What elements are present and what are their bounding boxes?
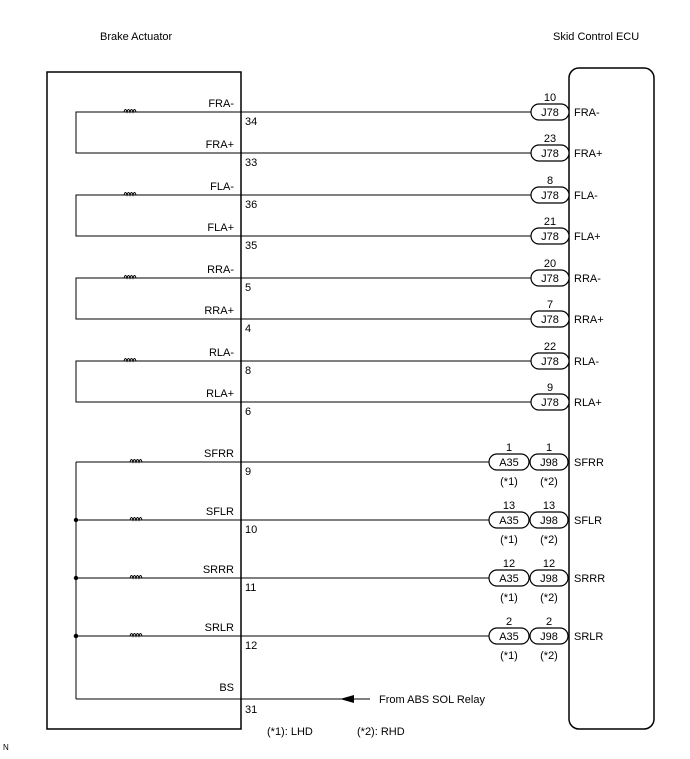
ecu-pin-plus: 9 bbox=[546, 382, 554, 394]
ecu-pin-minus: 22 bbox=[543, 341, 557, 353]
solenoid-circuit bbox=[76, 258, 604, 335]
lhd-pin-number: 2 bbox=[505, 616, 513, 628]
connector-j78 bbox=[531, 187, 569, 203]
connector-a35-label: A35 bbox=[499, 573, 519, 585]
terminal-label: SRRR bbox=[202, 564, 234, 576]
connector-a35 bbox=[489, 570, 529, 586]
ecu-terminal-minus: FRA- bbox=[574, 107, 600, 119]
rhd-pin-number: 1 bbox=[545, 442, 553, 454]
connector-j98-label: J98 bbox=[540, 457, 558, 469]
ecu-pin-plus: 21 bbox=[543, 216, 557, 228]
connector-j78-label: J78 bbox=[541, 314, 559, 326]
ecu-terminal-minus: RLA- bbox=[574, 356, 600, 368]
s-circuit bbox=[74, 558, 605, 604]
arrow-left-icon bbox=[340, 695, 354, 703]
ecu-terminal-plus: RLA+ bbox=[574, 397, 602, 409]
connector-j78 bbox=[531, 311, 569, 327]
solenoid-circuit bbox=[76, 341, 602, 418]
connector-j78-label: J78 bbox=[541, 231, 559, 243]
connector-a35 bbox=[489, 454, 529, 470]
rhd-pin-number: 2 bbox=[545, 616, 553, 628]
s-circuit bbox=[74, 500, 602, 546]
ecu-pin-plus: 23 bbox=[543, 133, 557, 145]
connector-j78-label: J78 bbox=[541, 107, 559, 119]
legend-rhd: (*2): RHD bbox=[357, 726, 405, 738]
rhd-note: (*2) bbox=[540, 476, 558, 488]
connector-j78 bbox=[531, 228, 569, 244]
actuator-pin-plus: 33 bbox=[245, 157, 258, 169]
bs-actuator-pin: 31 bbox=[245, 704, 258, 716]
corner-mark: N bbox=[3, 743, 9, 752]
rhd-note: (*2) bbox=[540, 592, 558, 604]
bs-circuit bbox=[74, 634, 486, 716]
s-circuit bbox=[76, 442, 604, 488]
lhd-pin-number: 12 bbox=[502, 558, 516, 570]
actuator-pin-minus: 36 bbox=[245, 199, 258, 211]
terminal-label-minus: RRA- bbox=[207, 264, 234, 276]
terminal-label-plus: FLA+ bbox=[207, 222, 234, 234]
connector-j78-label: J78 bbox=[541, 148, 559, 160]
rhd-pin-number: 12 bbox=[542, 558, 556, 570]
terminal-label-minus: FRA- bbox=[208, 98, 234, 110]
connector-j98-label: J98 bbox=[540, 573, 558, 585]
actuator-pin: 9 bbox=[245, 466, 252, 478]
connector-j98-label: J98 bbox=[540, 631, 558, 643]
terminal-label-plus: RRA+ bbox=[204, 305, 234, 317]
solenoid-circuits bbox=[76, 92, 604, 418]
connector-j98-label: J98 bbox=[540, 515, 558, 527]
terminal-label: SFLR bbox=[205, 506, 234, 518]
actuator-pin-plus: 35 bbox=[245, 240, 258, 252]
connector-j78-label: J78 bbox=[541, 273, 559, 285]
connector-j98 bbox=[530, 454, 568, 470]
terminal-label-minus: RLA- bbox=[208, 347, 234, 359]
rhd-note: (*2) bbox=[540, 534, 558, 546]
lhd-pin-number: 13 bbox=[502, 500, 516, 512]
ecu-terminal-minus: RRA- bbox=[574, 273, 601, 285]
connector-a35 bbox=[489, 512, 529, 528]
connector-j78-label: J78 bbox=[541, 397, 559, 409]
lhd-note: (*1) bbox=[500, 650, 518, 662]
connector-j78 bbox=[531, 145, 569, 161]
connector-j98 bbox=[530, 570, 568, 586]
connector-a35 bbox=[489, 628, 529, 644]
connector-j98 bbox=[530, 628, 568, 644]
lhd-pin-number: 1 bbox=[505, 442, 513, 454]
connector-j78 bbox=[531, 104, 569, 120]
connector-j78 bbox=[531, 394, 569, 410]
terminal-label: SFRR bbox=[204, 448, 234, 460]
legend-lhd: (*1): LHD bbox=[267, 726, 313, 738]
ecu-terminal-plus: FLA+ bbox=[574, 231, 601, 243]
actuator-pin-minus: 34 bbox=[245, 116, 258, 128]
ecu-terminal-minus: FLA- bbox=[574, 190, 598, 202]
connector-j78-label: J78 bbox=[541, 356, 559, 368]
connector-a35-label: A35 bbox=[499, 515, 519, 527]
solenoid-circuit bbox=[76, 92, 602, 169]
ecu-terminal: SFLR bbox=[574, 515, 603, 527]
lhd-note: (*1) bbox=[500, 534, 518, 546]
s-circuits bbox=[74, 442, 605, 699]
ecu-terminal: SFRR bbox=[574, 457, 604, 469]
lhd-note: (*1) bbox=[500, 476, 518, 488]
ecu-terminal-plus: RRA+ bbox=[574, 314, 604, 326]
ecu-pin-minus: 10 bbox=[543, 92, 557, 104]
actuator-pin: 12 bbox=[245, 640, 258, 652]
terminal-label: SRLR bbox=[204, 622, 234, 634]
ecu-terminal: SRLR bbox=[574, 631, 604, 643]
ecu-pin-minus: 20 bbox=[543, 258, 557, 270]
actuator-pin: 10 bbox=[245, 524, 258, 536]
actuator-pin: 11 bbox=[245, 582, 257, 594]
ecu-pin-plus: 7 bbox=[546, 299, 554, 311]
terminal-label-minus: FLA- bbox=[210, 181, 234, 193]
actuator-pin-minus: 8 bbox=[245, 365, 252, 377]
bs-terminal-label: BS bbox=[219, 682, 234, 694]
connector-a35-label: A35 bbox=[499, 631, 519, 643]
solenoid-circuit bbox=[76, 175, 601, 252]
bs-source-label: From ABS SOL Relay bbox=[379, 694, 485, 706]
connector-j78-label: J78 bbox=[541, 190, 559, 202]
rhd-note: (*2) bbox=[540, 650, 558, 662]
s-circuit bbox=[74, 616, 604, 662]
skid-control-ecu-title: Skid Control ECU bbox=[553, 31, 640, 43]
actuator-pin-plus: 6 bbox=[245, 406, 252, 418]
connector-a35-label: A35 bbox=[499, 457, 519, 469]
terminal-label-plus: RLA+ bbox=[206, 388, 234, 400]
actuator-pin-plus: 4 bbox=[245, 323, 252, 335]
ecu-pin-minus: 8 bbox=[546, 175, 554, 187]
connector-j78 bbox=[531, 353, 569, 369]
ecu-terminal: SRRR bbox=[574, 573, 606, 585]
connector-j98 bbox=[530, 512, 568, 528]
connector-j78 bbox=[531, 270, 569, 286]
terminal-label-plus: FRA+ bbox=[205, 139, 234, 151]
lhd-note: (*1) bbox=[500, 592, 518, 604]
actuator-pin-minus: 5 bbox=[245, 282, 252, 294]
ecu-terminal-plus: FRA+ bbox=[574, 148, 603, 160]
rhd-pin-number: 13 bbox=[542, 500, 556, 512]
brake-actuator-title: Brake Actuator bbox=[100, 31, 173, 43]
junction-dot bbox=[74, 634, 78, 638]
